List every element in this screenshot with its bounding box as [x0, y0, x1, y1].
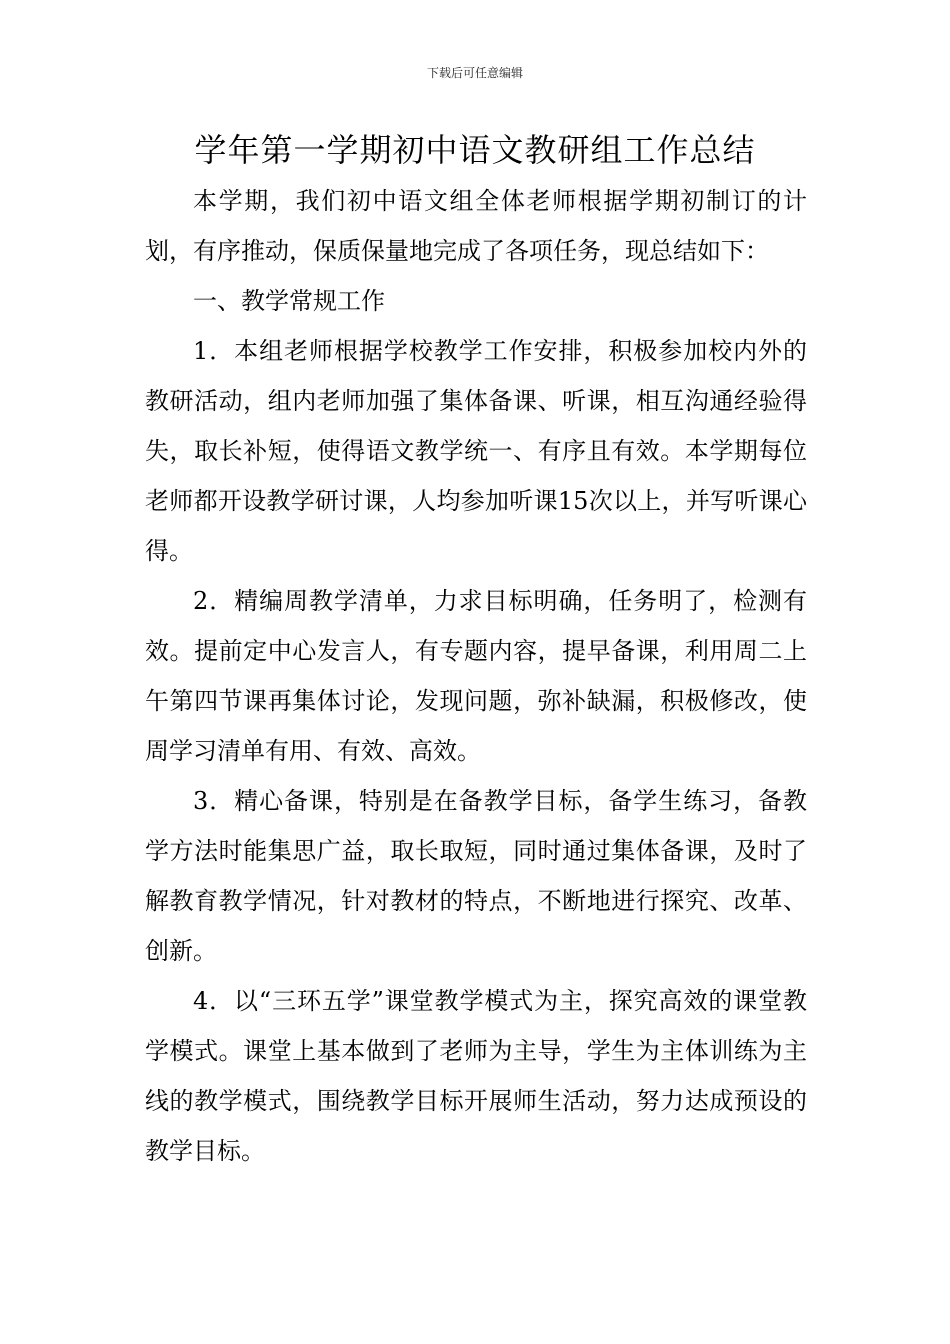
section-heading-teaching-routine: 一、教学常规工作: [193, 287, 385, 315]
document-body: [145, 176, 807, 1176]
paragraph-item-3: 3．精心备课，特别是在备教学目标，备学生练习，备教学方法时能集思广益，取长取短，同时通过集体备课，及时了解教育教学情况，针对教材的特点，不断地进行探究、改革、创新。: [145, 787, 807, 965]
paragraph-item-4: 4．以“三环五学”课堂教学模式为主，探究高效的课堂教学模式。课堂上基本做到了老师为主导，学生为主体训练为主线的教学模式，围绕教学目标开展师生活动，努力达成预设的教学目标。: [145, 987, 807, 1165]
document-title: 学年第一学期初中语文教研组工作总结: [194, 131, 756, 169]
page-header-note: 下载后可任意编辑: [426, 66, 523, 80]
paragraph-item-2: 2．精编周教学清单，力求目标明确，任务明了，检测有效。提前定中心发言人，有专题内容，提早备课，利用周二上午第四节课再集体讨论，发现问题，弥补缺漏，积极修改，使周学习清单有用、有效、高效。: [145, 587, 807, 765]
paragraph-item-1: 1．本组老师根据学校教学工作安排，积极参加校内外的教研活动，组内老师加强了集体备课、听课，相互沟通经验得失，取长补短，使得语文教学统一、有序且有效。本学期每位老师都开设教学研讨课，人均参加听课15次以上，并写听课心得。: [145, 337, 807, 565]
intro-paragraph: 本学期，我们初中语文组全体老师根据学期初制订的计划，有序推动，保质保量地完成了各项任务，现总结如下：: [145, 187, 807, 265]
